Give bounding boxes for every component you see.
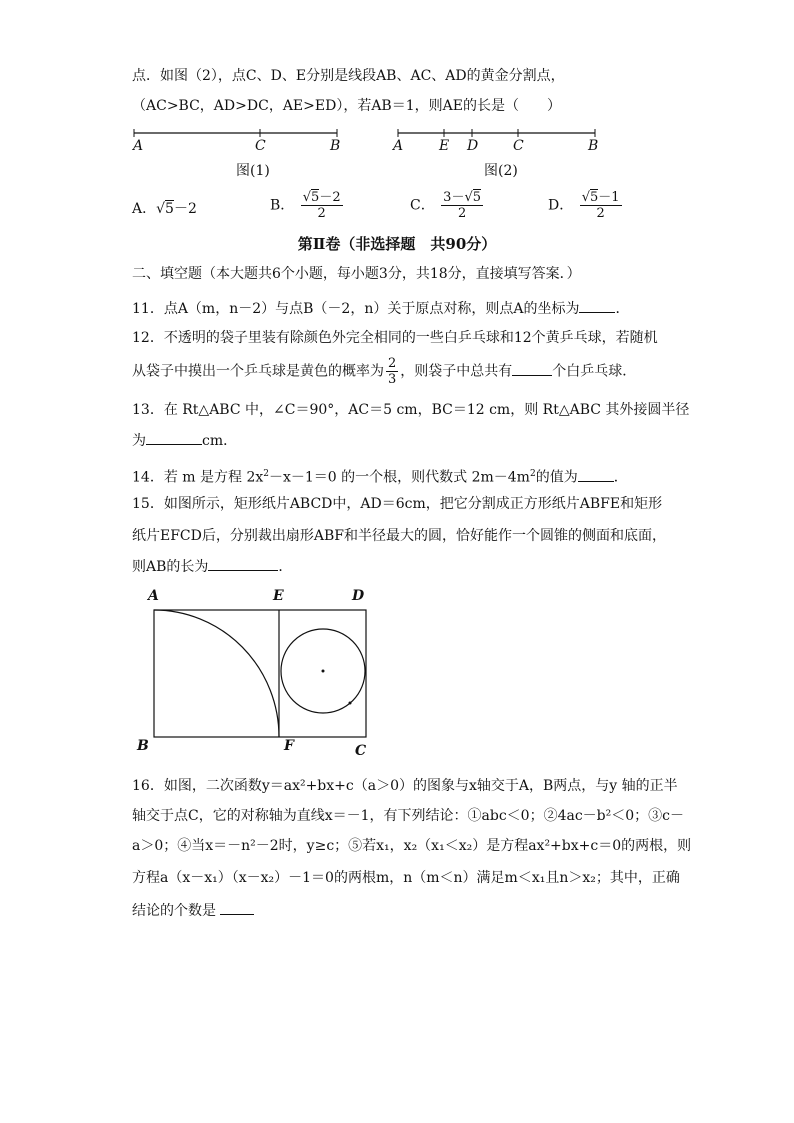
q12-blank — [512, 361, 552, 376]
fig3-label-F: F — [284, 738, 294, 754]
q13-line-2: 为 cm． — [132, 430, 237, 451]
part2-title: 二、填空题（本大题共6个小题，每小题3分，共18分，直接填写答案．） — [132, 266, 581, 282]
q16-line-2: 轴交于点C，它的对称轴为直线x＝－1，有下列结论：①abc＜0；②4ac－b²＜0；③c－ — [132, 808, 684, 824]
fig1-label-A: A — [133, 138, 144, 154]
q14: 14．若 m 是方程 $2x^2-x-1=0$ 的一个根，则代数式 $2m-4m^2$的值为 ． — [132, 464, 628, 488]
fig3-label-E: E — [273, 588, 284, 604]
fig2-label-B: B — [588, 138, 599, 154]
fig2-label-C: C — [513, 138, 524, 154]
fig2-label-D: D — [467, 138, 479, 154]
q10-line-1: 点．如图（2），点C、D、E分别是线段AB、AC、AD的黄金分割点， — [132, 68, 565, 84]
fig3-label-A: A — [148, 588, 159, 604]
tangent-dot — [349, 702, 352, 705]
option-D: D． $\frac{√5-1}{2}$ — [548, 190, 620, 221]
q16-line-3: a＞0；④当x＝－n²－2时，y≥c；⑤若x₁，x₂（x₁＜x₂）是方程ax²+bx+c＝0的两根，则 — [132, 838, 692, 854]
option-B: B． $\frac{√5-2}{2}$ — [270, 190, 341, 221]
option-C: C． $\frac{3-√5}{2}$ — [410, 190, 482, 221]
circle-center-dot — [322, 670, 325, 673]
q13-line-1: 13．在 Rt△ABC 中，∠C＝90°，AC＝5 cm，BC＝12 cm，则 Rt△ABC 其外接圆半径 — [132, 402, 690, 418]
fig1-label-B: B — [330, 138, 341, 154]
q16-line-4: 方程a（x－x₁）（x－x₂）－1＝0的两根m，n（m＜n）满足m＜x₁且n＞x₂；其中，正确 — [132, 870, 680, 886]
rectangle-figure — [0, 580, 794, 770]
q15-line-3: 则AB的长为 ． — [132, 556, 292, 577]
fig3-label-B: B — [137, 738, 149, 754]
fig3-label-C: C — [355, 743, 367, 759]
q12-line-2: 从袋子中摸出一个乒乓球是黄色的概率为 $\frac{2}{3}$ ，则袋子中总共有 个白乒乓球． — [132, 356, 637, 387]
fig2-label-E: E — [439, 138, 450, 154]
rect-abcd — [154, 610, 366, 737]
fig1-label-C: C — [255, 138, 266, 154]
fig2-label-A: A — [393, 138, 404, 154]
q15-line-2: 纸片EFCD后，分别裁出扇形ABF和半径最大的圆，恰好能作一个圆锥的侧面和底面， — [132, 528, 666, 544]
q11: 11．点A（m，n－2）与点B（－2，n）关于原点对称，则点A的坐标为 ． — [132, 298, 629, 319]
fig2-caption: 图(2) — [484, 163, 518, 179]
q11-blank — [579, 298, 615, 313]
section-heading: 第Ⅱ卷（非选择题 共90分） — [297, 235, 497, 253]
fig1-caption: 图(1) — [236, 163, 270, 179]
q15-line-1: 15．如图所示，矩形纸片ABCD中，AD＝6cm，把它分割成正方形纸片ABFE和矩形 — [132, 496, 663, 512]
fig3-label-D: D — [352, 588, 365, 604]
q12-line-1: 12．不透明的袋子里装有除颜色外完全相同的一些白乒乓球和12个黄乒乓球，若随机 — [132, 330, 658, 346]
q14-blank — [578, 467, 614, 482]
q10-line-2: （AC>BC，AD>DC，AE>ED），若AB＝1，则AE的长是（ ） — [132, 98, 561, 114]
option-A: A．√5－2 — [132, 201, 197, 217]
q13-blank — [146, 430, 202, 445]
q16-line-1: 16．如图，二次函数y＝ax²+bx+c（a＞0）的图象与x轴交于A，B两点，与y 轴的正半 — [132, 778, 678, 794]
q15-blank — [208, 556, 278, 571]
arc-bf — [154, 610, 279, 737]
q16-blank — [220, 900, 254, 915]
q16-line-5: 结论的个数是 — [132, 900, 254, 921]
